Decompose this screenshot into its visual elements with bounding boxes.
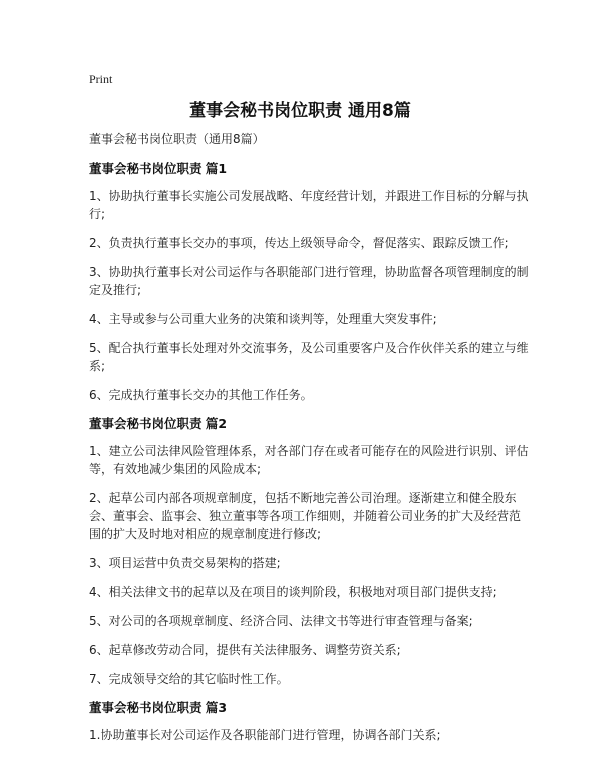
list-item: 6、完成执行董事长交办的其他工作任务。 [89, 388, 313, 402]
list-item: 5、对公司的各项规章制度、经济合同、法律文书等进行审查管理与备案; [89, 614, 473, 628]
document-subtitle: 董事会秘书岗位职责（通用8篇） [89, 132, 265, 146]
document-body [89, 130, 529, 755]
list-item: 2、起草公司内部各项规章制度，包括不断地完善公司治理。逐渐建立和健全股东会、董事会、监事会、独立董事等各项工作细则，并随着公司业务的扩大及经营范围的扩大及时地对相应的规章制度进行修改; [89, 491, 522, 541]
list-item: 1.协助董事长对公司运作及各职能部门进行管理，协调各部门关系; [89, 728, 441, 742]
section-heading: 董事会秘书岗位职责 篇1 [89, 161, 228, 176]
list-item: 6、起草修改劳动合同，提供有关法律服务、调整劳资关系; [89, 643, 401, 657]
page-title: 董事会秘书岗位职责 通用8篇 [189, 101, 411, 121]
list-item: 3、协助执行董事长对公司运作与各职能部门进行管理，协助监督各项管理制度的制定及推行; [89, 265, 529, 297]
section-3 [89, 699, 529, 744]
list-item: 1、协助执行董事长实施公司发展战略、年度经营计划，并跟进工作目标的分解与执行; [89, 189, 529, 221]
section-1 [89, 160, 529, 404]
list-item: 7、完成领导交给的其它临时性工作。 [89, 672, 289, 686]
list-item: 5、配合执行董事长处理对外交流事务，及公司重要客户及合作伙伴关系的建立与维系; [89, 341, 529, 373]
section-2 [89, 415, 529, 688]
section-heading: 董事会秘书岗位职责 篇3 [89, 700, 228, 715]
list-item: 4、相关法律文书的起草以及在项目的谈判阶段，积极地对项目部门提供支持; [89, 585, 497, 599]
list-item: 1、建立公司法律风险管理体系，对各部门存在或者可能存在的风险进行识别、评估等，有效地减少集团的风险成本; [89, 444, 529, 476]
list-item: 3、项目运营中负责交易架构的搭建; [89, 556, 281, 570]
list-item: 4、主导或参与公司重大业务的决策和谈判等，处理重大突发事件; [89, 312, 437, 326]
print-label: Print [89, 72, 113, 86]
list-item: 2、负责执行董事长交办的事项，传达上级领导命令，督促落实、跟踪反馈工作; [89, 236, 509, 250]
section-heading: 董事会秘书岗位职责 篇2 [89, 416, 228, 431]
